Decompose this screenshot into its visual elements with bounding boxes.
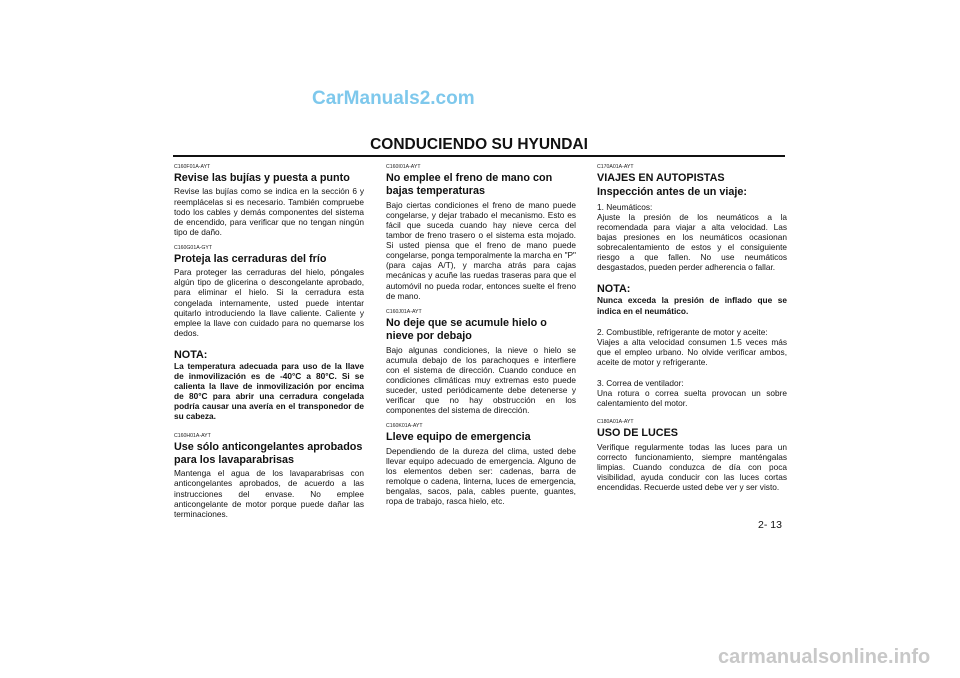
section-title-autopistas: VIAJES EN AUTOPISTAS: [597, 172, 725, 184]
section-title-cerraduras: Proteja las cerraduras del frío: [174, 252, 327, 265]
page-title: CONDUCIENDO SU HYUNDAI: [370, 136, 588, 153]
section-body-bujias: Revise las bujías como se indica en la sección 6 y reemplácelas si es necesario. También compruebe todo los cables y demás componentes del sistema de encendido, para verificar que no tengan ningún tipo de daño.: [174, 186, 364, 237]
section-code: C160K01A-AYT: [386, 423, 423, 430]
column-left: [174, 164, 364, 519]
note-text-presion: Nunca exceda la presión de inflado que se indica en el neumático.: [597, 295, 787, 316]
section-code: C180A01A-AYT: [597, 419, 634, 426]
section-code: C160J01A-AYT: [386, 308, 422, 315]
list-item-body-neumaticos: Ajuste la presión de los neumáticos a la recomendada para viajar a alta velocidad. Las bajas presiones en los neumáticos ocasionan sobrecalentamiento de estos y el consiguiente riesgo a que fallen. No use neumáticos desgastados, pueden perder adherencia o fallar.: [597, 211, 787, 273]
note-text-inmovilizacion: La temperatura adecuada para uso de la llave de inmovilización es de -40°C a 80°C. Si se calienta la llave de inmovilización por encima de 80°C para abrir una cerradura congelada podría causar una avería en el transponedor de su cabeza.: [174, 360, 364, 422]
header-rule: [173, 155, 785, 157]
section-title-anticongelantes: Use sólo anticongelantes aprobados para los lavaparabrisas: [174, 440, 363, 466]
section-body-emergencia: Dependiendo de la dureza del clima, usted debe llevar equipo adecuado de emergencia. Alguno de los elementos deben ser: cadenas, barra de remolque o cadena, linterna, luces de emergencia, bengalas, sacos, pala, cables puente, guantes, ropa de trabajo, rasca hielo, etc.: [386, 445, 576, 507]
note-label: NOTA:: [597, 283, 631, 296]
section-code: C160G01A-GYT: [174, 244, 213, 251]
section-title-luces: USO DE LUCES: [597, 427, 678, 440]
section-title-freno-mano: No emplee el freno de mano con bajas temperaturas: [386, 172, 553, 198]
section-body-freno-mano: Bajo ciertas condiciones el freno de mano puede congelarse, y dejar trabado el mecanismo. Esto es fácil que suceda cuando hay nieve cerca del tambor de freno trasero o el sistema esta mojado. Si usted piensa que el freno de mano puede congelarse, ponga temporalmente la marcha en "P" (para cajas A/T), y marcha atrás para cajas mecánicas y acuñe las ruedas traseras para que el automóvil no pueda rodar, entonces suelte el freno de mano.: [386, 199, 576, 301]
watermark-logo-top: CarManuals2.com: [312, 88, 475, 109]
column-middle: [386, 164, 576, 506]
watermark-logo-bottom: carmanualsonline.info: [718, 646, 931, 668]
section-code: C160I01A-AYT: [386, 164, 421, 170]
section-body-cerraduras: Para proteger las cerraduras del hielo, póngales algún tipo de glicerina o descongelante aprobado, para eliminar el hielo. Si la cerradura esta congelada internamente, usted puede intentar quitarlo introduciendo la llave caliente. Caliente y emplee la llave con cuidado para no quemarse los dedos.: [174, 267, 364, 338]
page-number: 2- 13: [758, 519, 782, 531]
section-code: C160H01A-AYT: [174, 432, 211, 439]
section-code: C160F01A-AYT: [174, 164, 211, 170]
section-title-emergencia: Lleve equipo de emergencia: [386, 431, 531, 444]
list-item-label-combustible: 2. Combustible, refrigerante de motor y aceite:: [597, 326, 768, 337]
list-item-body-correa: Una rotura o correa suelta provocan un sobre calentamiento del motor.: [597, 388, 787, 409]
section-code: C170A01A-AYT: [597, 164, 634, 170]
list-item-body-combustible: Viajes a alta velocidad consumen 1.5 veces más que el empleo urbano. No olvide verificar ambos, aceite de motor y refrigerante.: [597, 336, 787, 367]
section-subtitle-inspeccion: Inspección antes de un viaje:: [597, 186, 748, 199]
section-title-hielo-nieve: No deje que se acumule hielo o nieve por debajo: [386, 316, 547, 343]
section-body-anticongelantes: Mantenga el agua de los lavaparabrisas con anticongelantes aprobados, de acuerdo a las instrucciones del envase. No emplee anticongelante de motor porque puede dañar las terminaciones.: [174, 468, 364, 519]
note-label: NOTA:: [174, 348, 208, 361]
section-body-luces: Verifique regularmente todas las luces para un correcto funcionamiento, siempre manténgalas limpias. Cuando conduzca de día con poca visibilidad, ayuda conducir con las luces cortas encendidas. Recuerde usted debe ver y ser visto.: [597, 441, 787, 493]
list-item-label-correa: 3. Correa de ventilador:: [597, 378, 684, 389]
list-item-label-neumaticos: 1. Neumáticos:: [597, 201, 653, 212]
section-body-hielo-nieve: Bajo algunas condiciones, la nieve o hielo se acumula debajo de los parachoques e interfiere con el sistema de dirección. Cuando conduce en condiciones climáticas muy extremas esto puede suceder, usted periódicamente debe detenerse y verificar que no hay obstrucción en los componentes del sistema de dirección.: [386, 344, 576, 416]
column-right: [597, 164, 787, 492]
section-title-bujias: Revise las bujías y puesta a punto: [174, 172, 350, 184]
